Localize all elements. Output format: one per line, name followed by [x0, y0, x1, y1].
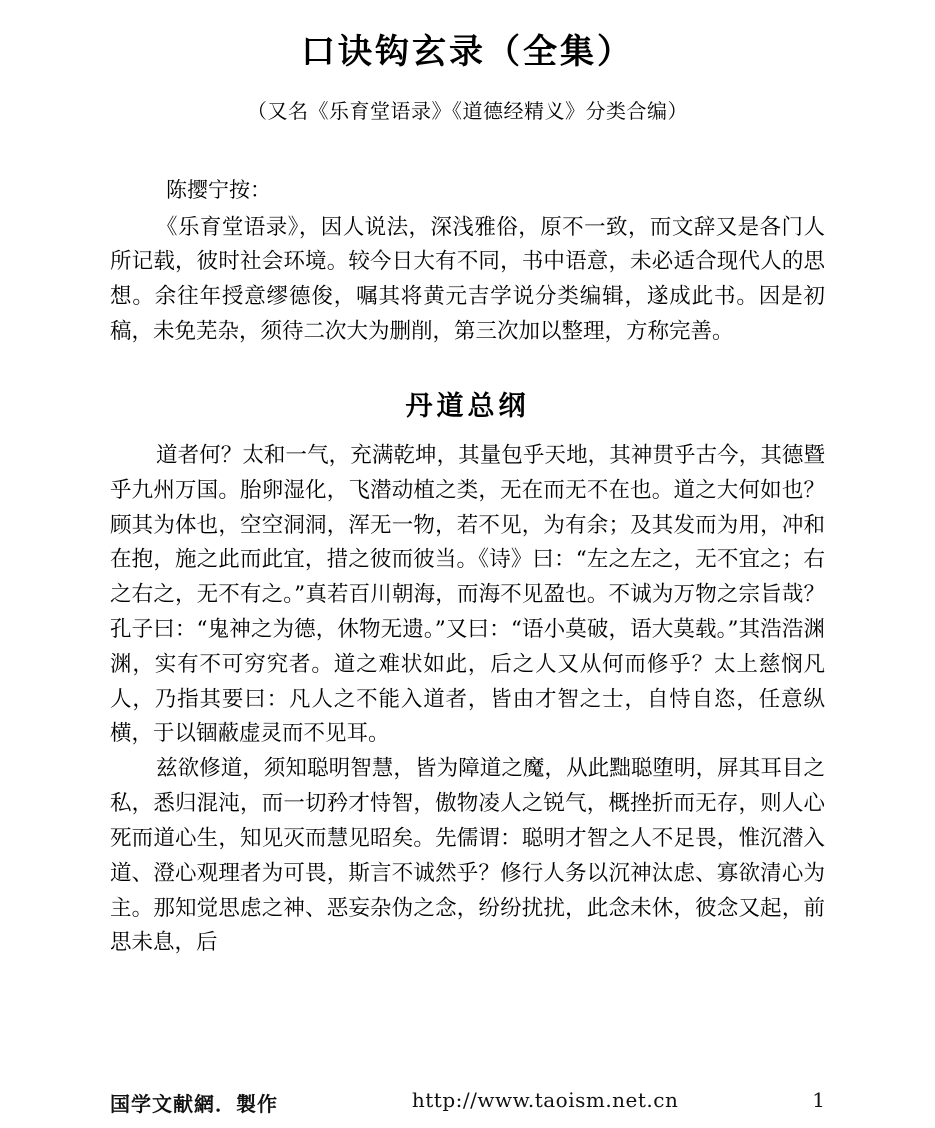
body-paragraph: 道者何？太和一气，充满乾坤，其量包乎天地，其神贯乎古今，其德暨乎九州万国。胎卵湿化，飞潜动植之类，无在而无不在也。道之大何如也？顾其为体也，空空洞洞，浑无一物，若不见，为有余；及其发而为用，冲和在抱，施之此而此宜，措之彼而彼当。《诗》曰：“左之左之，无不宜之；右之右之，无不有之。”真若百川朝海，而海不见盈也。不诚为万物之宗旨哉？孔子曰：“鬼神之为德，休物无遗。”又曰：“语小莫破，语大莫载。”其浩浩渊渊，实有不可穷究者。道之难状如此，后之人又从何而修乎？太上慈悯凡人，乃指其要曰：凡人之不能入道者，皆由才智之士，自恃自恣，任意纵横，于以锢蔽虚灵而不见耳。 — [110, 442, 825, 747]
editor-note-block — [110, 174, 825, 350]
footer-url: http://www.taoism.net.cn — [411, 1088, 679, 1112]
section-title: 丹道总纲 — [405, 390, 530, 422]
page-number: 1 — [812, 1088, 825, 1112]
section-body — [110, 439, 825, 961]
page-title: 口诀钩玄录（全集） — [301, 32, 634, 72]
page-subtitle: （又名《乐育堂语录》《道德经精义》分类合编） — [247, 99, 688, 123]
footer-producer: 国学文献網．製作 — [110, 1092, 278, 1116]
body-paragraph: 兹欲修道，须知聪明智慧，皆为障道之魔，从此黜聪堕明，屏其耳目之私，悉归混沌，而一切矜才恃智，傲物凌人之锐气，概挫折而无存，则人心死而道心生，知见灭而慧见昭矣。先儒谓：聪明才智之人不足畏，惟沉潜入道、澄心观理者为可畏，斯言不诚然乎？修行人务以沉神汰虑、寡欲清心为主。那知觉思虑之神、恶妄杂伪之念，纷纷扰扰，此念未休，彼念又起，前思未息，后 — [110, 756, 825, 956]
editor-note-heading: 陈撄宁按： — [166, 178, 271, 202]
page-footer — [0, 1088, 935, 1128]
editor-note-paragraph: 《乐育堂语录》，因人说法，深浅雅俗，原不一致，而文辞又是各门人所记载，彼时社会环境。较今日大有不同，书中语意，未必适合现代人的思想。余往年授意缪德俊，嘱其将黄元吉学说分类编辑，遂成此书。因是初稿，未免芜杂，须待二次大为删削，第三次加以整理，方称完善。 — [110, 214, 825, 345]
